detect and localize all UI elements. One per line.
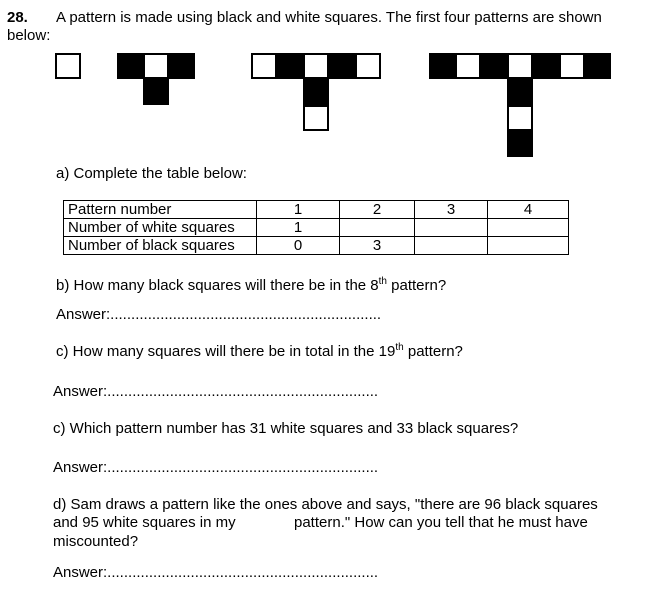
table-cell[interactable] [488,237,569,255]
black-square [585,53,611,79]
part-d-line2a: and 95 white squares in my [53,514,236,531]
table-cell[interactable]: 3 [415,201,488,219]
part-b-text: b) How many black squares will there be in the 8 [56,277,379,294]
black-square [533,53,559,79]
row-label: Number of black squares [64,237,257,255]
part-d-line1: d) Sam draws a pattern like the ones above and says, "there are 96 black squares [53,496,598,513]
black-square [143,79,169,105]
table-cell[interactable] [488,219,569,237]
part-d-line2b: pattern." How can you tell that he must have [294,514,588,531]
row-label: Pattern number [64,201,257,219]
table-row [64,201,569,219]
part-c1-text: c) How many squares will there be in total in the 19 [56,343,396,360]
table-cell[interactable]: 4 [488,201,569,219]
part-c1-answer-line[interactable]: Answer:................................................................. [53,383,379,400]
table-cell[interactable] [340,219,415,237]
part-d-answer-line[interactable]: Answer:................................................................. [53,564,379,581]
black-square [429,53,455,79]
table-cell[interactable] [415,237,488,255]
part-b-text-end: pattern? [387,277,447,294]
part-b-sup: th [378,276,387,287]
white-square [143,53,169,79]
part-c2-answer-line[interactable]: Answer:................................................................. [53,459,379,476]
part-c1-prompt [56,343,463,360]
part-b-answer-line[interactable]: Answer:................................................................. [56,306,382,323]
white-square [507,53,533,79]
black-square [169,53,195,79]
white-square [303,105,329,131]
row-label: Number of white squares [64,219,257,237]
black-square [481,53,507,79]
table-cell[interactable]: 0 [257,237,340,255]
table-row [64,237,569,255]
black-square [117,53,143,79]
white-square [559,53,585,79]
question-text-line1: A pattern is made using black and white squares. The first four patterns are shown [56,9,602,26]
part-a-prompt: a) Complete the table below: [56,165,247,182]
white-square [55,53,81,79]
table-cell[interactable]: 3 [340,237,415,255]
part-b-prompt [56,277,446,294]
white-square [355,53,381,79]
white-square [507,105,533,131]
question-text-line2: below: [7,27,51,44]
black-square [277,53,303,79]
black-square [303,79,329,105]
black-square [507,79,533,105]
black-square [507,131,533,157]
part-c2-prompt: c) Which pattern number has 31 white squares and 33 black squares? [53,420,519,437]
part-d-line3: miscounted? [53,533,139,550]
white-square [251,53,277,79]
white-square [455,53,481,79]
part-c1-text-end: pattern? [403,343,463,360]
question-number: 28. [7,9,28,26]
white-square [303,53,329,79]
table-cell[interactable]: 1 [257,201,340,219]
table-row [64,219,569,237]
black-square [329,53,355,79]
table-cell[interactable]: 1 [257,219,340,237]
pattern-table [63,200,569,255]
part-c1-sup: th [395,342,404,353]
table-cell[interactable]: 2 [340,201,415,219]
table-cell[interactable] [415,219,488,237]
